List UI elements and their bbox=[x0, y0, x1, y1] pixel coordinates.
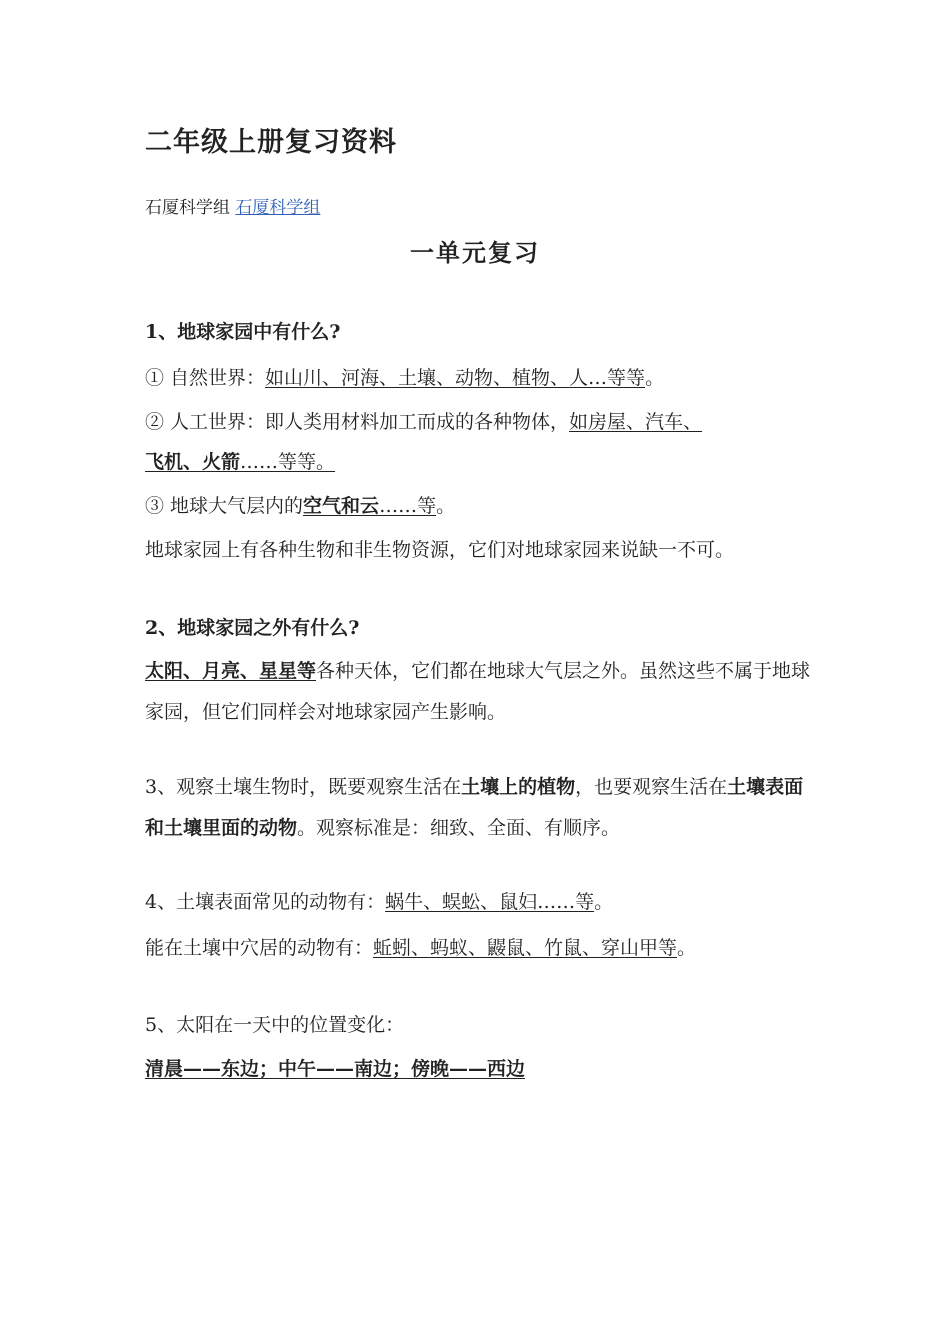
q4-line2-examples: 蚯蚓、蚂蚁、鼹鼠、竹鼠、穿山甲等 bbox=[373, 937, 678, 959]
q4-line2-prefix: 能在土壤中穴居的动物有： bbox=[145, 937, 374, 959]
author-line bbox=[145, 193, 320, 218]
q1-item3-end: 。 bbox=[436, 495, 456, 517]
q4-line1-end: 。 bbox=[594, 891, 614, 913]
unit-heading: 一单元复习 bbox=[410, 238, 540, 267]
q4-line2-end: 。 bbox=[677, 937, 697, 959]
q1-item2-examples-b: 飞机、火箭 bbox=[145, 451, 241, 473]
q4-line1-prefix: 4、土壤表面常见的动物有： bbox=[145, 891, 386, 913]
document-title: 二年级上册复习资料 bbox=[145, 127, 397, 158]
q4-burrowing-animals bbox=[145, 928, 696, 968]
q4-line1-examples: 蜗牛、蜈蚣、鼠妇……等 bbox=[385, 891, 595, 913]
q2-celestial-bodies: 太阳、月亮、星星等 bbox=[145, 660, 317, 682]
q3-bold-animals: 土壤表面和土壤里面的动物 bbox=[145, 776, 804, 839]
q3-part1: 3、观察土壤生物时，既要观察生活在 bbox=[145, 776, 462, 798]
q3-answer bbox=[145, 767, 815, 849]
q1-item3-prefix: ③ 地球大气层内的 bbox=[145, 495, 304, 517]
q2-answer bbox=[145, 651, 815, 733]
q2-heading: 2、地球家园之外有什么? bbox=[145, 617, 360, 639]
q1-item1-end: 。 bbox=[645, 367, 665, 389]
q1-item3-bold: 空气和云 bbox=[303, 495, 380, 517]
author-link[interactable]: 石厦科学组 bbox=[235, 198, 321, 218]
q3-part3: 。观察标准是：细致、全面、有顺序。 bbox=[297, 817, 621, 839]
q1-item2-examples-a: 如房屋、汽车、 bbox=[569, 411, 703, 433]
q1-item-natural bbox=[145, 358, 664, 398]
q3-part2: ，也要观察生活在 bbox=[575, 776, 728, 798]
q1-summary: 地球家园上有各种生物和非生物资源，它们对地球家园来说缺一不可。 bbox=[145, 539, 735, 561]
q1-item1-examples: 如山川、河海、土壤、动物、植物、人…等等 bbox=[265, 367, 646, 389]
q1-item2-examples-c: ……等等。 bbox=[240, 451, 336, 473]
q1-item3-etc: ……等 bbox=[379, 495, 437, 517]
q5-answer: 清晨——东边；中午——南边；傍晚——西边 bbox=[145, 1058, 526, 1080]
q3-bold-plants: 土壤上的植物 bbox=[461, 776, 576, 798]
q2-explanation: 各种天体，它们都在地球大气层之外。虽然这些不属于地球家园，但它们同样会对地球家园产生影响。 bbox=[145, 660, 811, 723]
q1-item-artificial-line2 bbox=[145, 442, 335, 482]
q1-item2-prefix: ② 人工世界：即人类用材料加工而成的各种物体， bbox=[145, 411, 570, 433]
q1-heading: 1、地球家园中有什么? bbox=[145, 321, 341, 343]
author-name: 石厦科学组 bbox=[145, 198, 230, 218]
q1-item-atmosphere bbox=[145, 486, 455, 526]
q1-item1-prefix: ① 自然世界： bbox=[145, 367, 266, 389]
q4-surface-animals bbox=[145, 882, 613, 922]
q5-heading: 5、太阳在一天中的位置变化： bbox=[145, 1014, 405, 1036]
q1-item-artificial-line1 bbox=[145, 402, 702, 442]
